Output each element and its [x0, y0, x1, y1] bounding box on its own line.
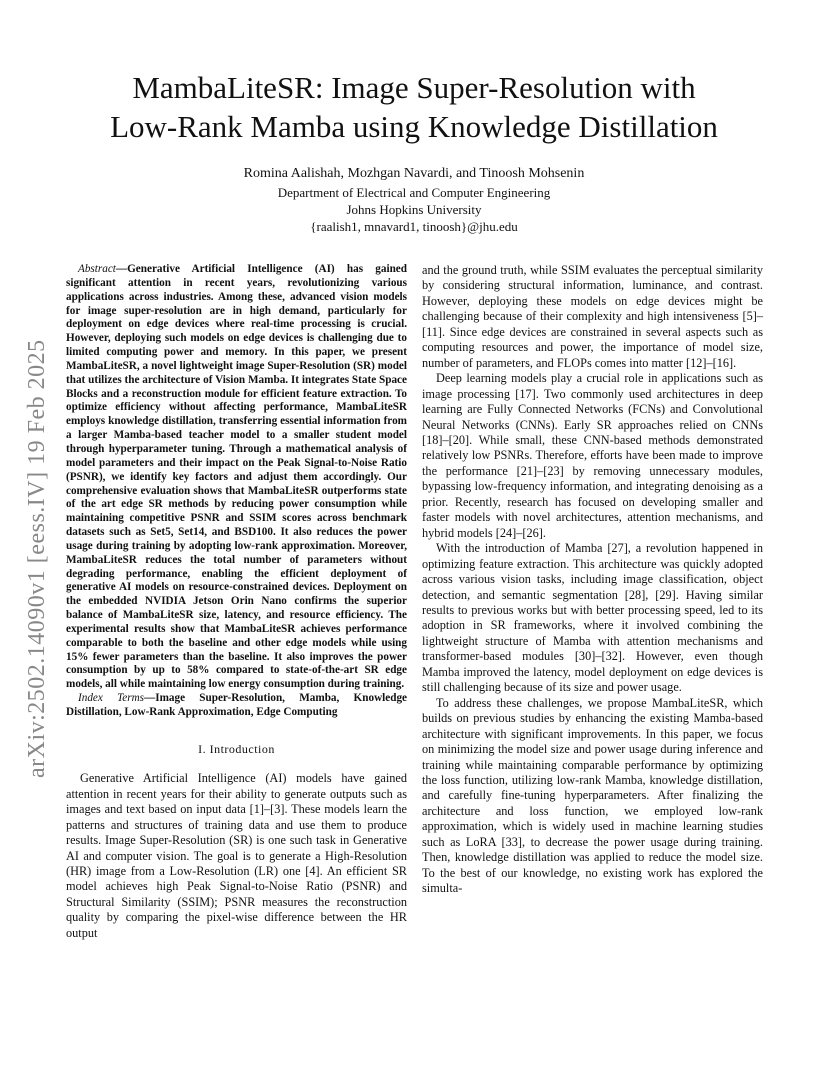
- intro-paragraph-3: Deep learning models play a crucial role in applications such as image processing [17]. Two commonly used architectures in deep learning are Fully Connected Networks (FCNs) and Convolutional Neural Networks (CNNs). Early SR approaches relied on CNNs [18]–[20]. While small, these CNN-based methods demonstrated relatively low PSNRs. Therefore, efforts have been made to improve the performance [21]–[23] by removing unnecessary modules, bypassing low-frequency information, and integrating denoising as a prior. Recently, research has focused on developing smaller and faster models with novel architectures, attention mechanisms, and hybrid models [24]–[26].: [422, 371, 763, 540]
- left-column: [66, 263, 407, 941]
- intro-paragraph-5: To address these challenges, we propose MambaLiteSR, which builds on previous studies by enhancing the existing Mamba-based architecture with significant improvements. In this paper, we focus on minimizing the model size and power usage during inference and training while maintaining comparable performance by optimizing the loss function, utilizing low-rank Mamba, knowledge distillation, and carefully fine-tuning hyperparameters. After finalizing the architecture and loss function, we employed low-rank approximation, which is widely used in machine learning studies such as LoRA [33], to decrease the power usage during training. Then, knowledge distillation was applied to reduce the model size. To the best of our knowledge, no existing work has explored the simulta-: [422, 695, 763, 896]
- author-email[interactable]: {raalish1, mnavard1, tinoosh}@jhu.edu: [310, 219, 518, 234]
- right-column: [422, 263, 763, 897]
- paper-title: [60, 68, 768, 146]
- index-terms-label: Index Terms: [78, 692, 145, 705]
- intro-paragraph-2: and the ground truth, while SSIM evaluates the perceptual similarity by considering structural information, luminance, and contrast. However, deploying these models on edge devices might be challenging because of their complexity and high intensiveness [5]–[11]. Since edge devices are constrained in several aspects such as computing resources and power, the importance of model size, number of parameters, and FLOPs comes into matter [12]–[16].: [422, 263, 763, 370]
- index-terms-text: —Image Super-Resolution, Mamba, Knowledge Distillation, Low-Rank Approximation, Edge Computing: [66, 692, 407, 718]
- author-block: [60, 165, 768, 235]
- title-line-2: Low-Rank Mamba using Knowledge Distillation: [110, 109, 718, 144]
- index-terms: [66, 692, 407, 720]
- section-heading-introduction: I. Introduction: [198, 741, 275, 756]
- intro-paragraph-4: With the introduction of Mamba [27], a revolution happened in optimizing feature extraction. This architecture was quickly adopted across various vision tasks, including image classification, object detection, and semantic segmentation [28], [29]. Having similar results to previous works but with better processing speed, led to its adoption in SR frameworks, where it involved combining the lightweight structure of Mamba with attention mechanisms and transformer-based modules [30]–[32]. However, even though Mamba improved the latency, model deployment on edge devices is still challenging because of its size and power usage.: [422, 541, 763, 695]
- author-department: Department of Electrical and Computer Engineering: [277, 185, 551, 200]
- title-line-1: MambaLiteSR: Image Super-Resolution with: [132, 70, 696, 105]
- abstract-text: —Generative Artificial Intelligence (AI) has gained significant attention in recent years, revolutionizing various applications across industries. Among these, advanced vision models for image super-resolution are in high demand, particularly for deployment on edge devices where real-time processing is crucial. However, deploying such models on edge devices is challenging due to limited computing power and memory. In this paper, we present MambaLiteSR, a novel lightweight image Super-Resolution (SR) model that utilizes the architecture of Vision Mamba. It integrates State Space Blocks and a reconstruction module for efficient feature extraction. To optimize efficiency without affecting performance, MambaLiteSR employs knowledge distillation, transferring essential information from a larger Mamba-based teacher model to a smaller student model through hyperparameter tuning. Through a mathematical analysis of model parameters and their impact on the Peak Signal-to-Noise Ratio (PSNR), we identify key factors and adjust them accordingly. Our comprehensive evaluation shows that MambaLiteSR outperforms state of the art edge SR methods by reducing power consumption while maintaining competitive PSNR and SSIM scores across benchmark datasets such as Set5, Set14, and BSD100. It also reduces the power usage during training by adopting low-rank approximation. Moreover, MambaLiteSR reduces the total number of parameters without degrading performance, enabling the efficient deployment of generative AI models on resource-constrained devices. Deployment on the embedded NVIDIA Jetson Orin Nano confirms the superior balance of MambaLiteSR size, latency, and resource efficiency. The experimental results show that MambaLiteSR achieves performance comparable to both the baseline and other edge models while using 15% fewer parameters than the baseline. It also improves the power consumption by up to 58% compared to state-of-the-art SR edge models, all while maintaining low energy consumption during training.: [66, 263, 407, 691]
- abstract-label: Abstract: [78, 263, 116, 275]
- author-names: Romina Aalishah, Mozhgan Navardi, and Tinoosh Mohsenin: [243, 166, 585, 181]
- abstract: [66, 263, 407, 692]
- arxiv-identifier[interactable]: arXiv:2502.14090v1 [eess.IV] 19 Feb 2025: [24, 339, 50, 778]
- author-university: Johns Hopkins University: [346, 202, 482, 217]
- intro-paragraph-1: Generative Artificial Intelligence (AI) models have gained attention in recent years for their ability to generate outputs such as images and text based on input data [1]–[3]. These models learn the patterns and structures of training data and use them to produce results. Image Super-Resolution (SR) is one such task in Generative AI and computer vision. The goal is to generate a High-Resolution (HR) image from a Low-Resolution (LR) one [4]. An efficient SR model achieves high Peak Signal-to-Noise Ratio (PSNR) and Structural Similarity (SSIM); PSNR measures the reconstruction quality by comparing the pixel-wise difference between the HR output: [66, 771, 407, 940]
